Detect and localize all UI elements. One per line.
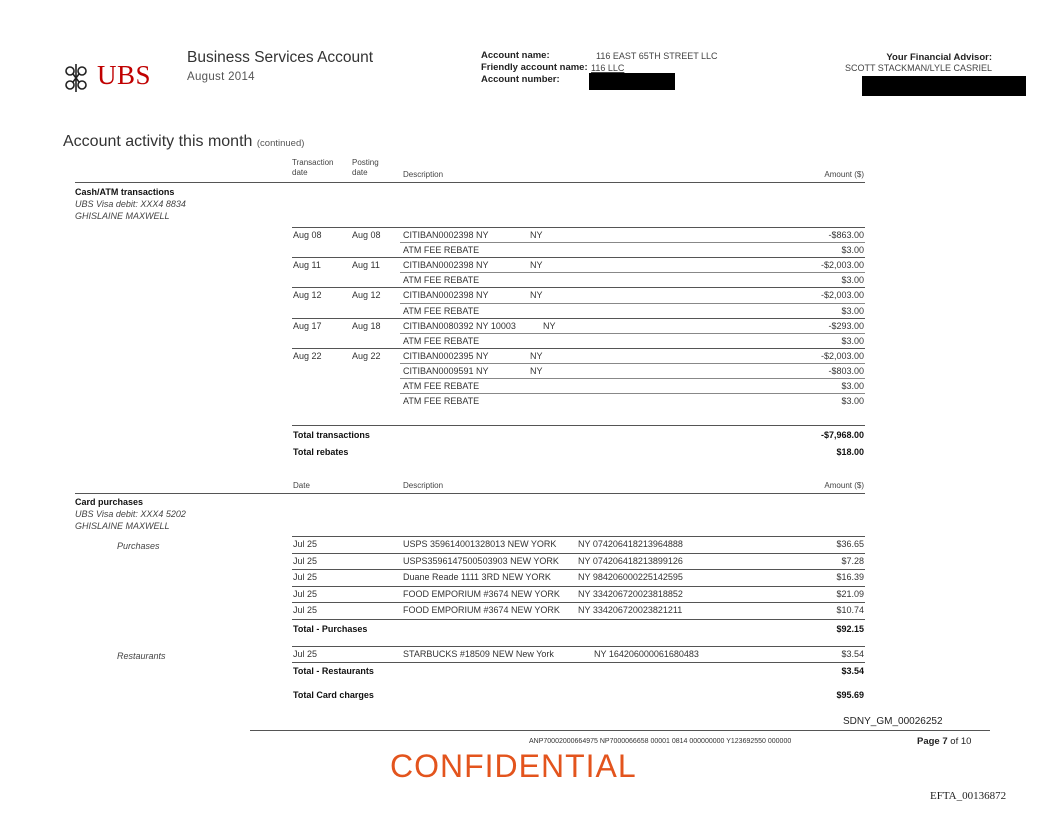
cash-row-location: NY — [530, 260, 543, 270]
purchase-row-amount: $10.74 — [836, 605, 864, 615]
restaurants-label: Restaurants — [117, 651, 166, 661]
restaurant-row-reference: NY 164206000061680483 — [594, 649, 699, 659]
cash-row-amount: -$803.00 — [828, 366, 864, 376]
account-number-label: Account number: — [481, 74, 560, 85]
cash-row-location: NY — [530, 366, 543, 376]
page-of: of — [950, 736, 959, 747]
row-divider — [292, 287, 865, 288]
footer-divider — [250, 730, 990, 731]
section-title-text: Account activity this month — [63, 133, 253, 150]
cash-row-location: NY — [543, 321, 556, 331]
purchase-row-divider — [292, 602, 865, 603]
total-rebates-label: Total rebates — [293, 447, 349, 457]
purchase-row-reference: NY 334206720023818852 — [578, 589, 683, 599]
row-divider — [400, 303, 865, 304]
purchase-row-divider — [292, 586, 865, 587]
row-divider — [292, 227, 865, 228]
ubs-keys-logo-icon — [60, 62, 92, 94]
purchase-total-divider — [292, 619, 865, 620]
cash-row-amount: $3.00 — [841, 336, 864, 346]
cash-atm-holder: GHISLAINE MAXWELL — [75, 211, 170, 221]
cash-row-location: NY — [530, 351, 543, 361]
section-title — [63, 133, 304, 151]
ubs-logo-text: UBS — [97, 60, 152, 90]
total-transactions-value: -$7,968.00 — [820, 430, 864, 440]
row-divider — [292, 318, 865, 319]
purchase-row-divider — [292, 553, 865, 554]
purchase-row-date: Jul 25 — [293, 556, 318, 566]
statement-month: August 2014 — [187, 71, 255, 83]
cash-row-description: CITIBAN0002398 NY — [403, 230, 489, 240]
purchase-row-description: Duane Reade 1111 3RD NEW YORK — [403, 572, 551, 582]
restaurant-row-amount: $3.54 — [841, 649, 864, 659]
page-label: Page — [917, 736, 940, 747]
total-purchases-value: $92.15 — [836, 624, 864, 634]
cash-row-posting-date: Aug 11 — [352, 260, 380, 270]
confidential-stamp: CONFIDENTIAL — [390, 748, 637, 784]
cash-row-description: ATM FEE REBATE — [403, 381, 480, 391]
card-purchases-holder: GHISLAINE MAXWELL — [75, 521, 170, 531]
page-total: 10 — [960, 736, 972, 747]
advisor-label: Your Financial Advisor: — [886, 52, 992, 63]
total-card-charges-label: Total Card charges — [293, 690, 374, 700]
purchases-label: Purchases — [117, 541, 160, 551]
purchase-row-date: Jul 25 — [293, 589, 318, 599]
purchase-row-description: FOOD EMPORIUM #3674 NEW YORK — [403, 589, 560, 599]
row-divider — [292, 257, 865, 258]
purchase-row-date: Jul 25 — [293, 572, 318, 582]
row-divider — [292, 348, 865, 349]
restaurant-row-date: Jul 25 — [293, 649, 318, 659]
cash-row-description: CITIBAN0002398 NY — [403, 260, 489, 270]
cash-row-amount: -$293.00 — [828, 321, 864, 331]
cash-row-amount: -$2,003.00 — [820, 290, 864, 300]
advisor-redaction — [862, 76, 1026, 96]
cash-row-description: ATM FEE REBATE — [403, 245, 480, 255]
bates-number: SDNY_GM_00026252 — [843, 716, 943, 727]
restaurant-row-description: STARBUCKS #18509 NEW New York — [403, 649, 554, 659]
cash-row-amount: -$2,003.00 — [820, 351, 864, 361]
efta-number: EFTA_00136872 — [930, 790, 1007, 802]
total-transactions-label: Total transactions — [293, 430, 370, 440]
friendly-name-label: Friendly account name: — [481, 62, 588, 73]
total-card-charges-value: $95.69 — [836, 690, 864, 700]
header-divider — [75, 182, 865, 183]
cash-row-description: CITIBAN0002398 NY — [403, 290, 489, 300]
purchase-row-reference: NY 984206000225142595 — [578, 572, 683, 582]
cash-row-posting-date: Aug 08 — [352, 230, 381, 240]
friendly-name-value: 116 LLC — [591, 63, 625, 73]
col-description-2: Description — [403, 481, 444, 490]
col-transaction-date: Transaction date — [292, 158, 334, 177]
total-purchases-label: Total - Purchases — [293, 624, 368, 634]
advisor-names: SCOTT STACKMAN/LYLE CASRIEL — [844, 63, 992, 73]
totals-divider — [292, 425, 865, 426]
cash-row-posting-date: Aug 12 — [352, 290, 381, 300]
purchase-row-amount: $16.39 — [836, 572, 864, 582]
cash-row-txn-date: Aug 08 — [293, 230, 322, 240]
account-type-title: Business Services Account — [187, 49, 374, 66]
total-rebates-value: $18.00 — [836, 447, 864, 457]
header-divider-2 — [75, 493, 865, 494]
row-divider — [400, 393, 865, 394]
cash-row-description: ATM FEE REBATE — [403, 396, 480, 406]
purchase-row-reference: NY 074206418213899126 — [578, 556, 683, 566]
card-purchases-title: Card purchases — [75, 497, 144, 507]
row-divider — [400, 363, 865, 364]
cash-row-description: ATM FEE REBATE — [403, 336, 480, 346]
purchase-row-reference: NY 074206418213964888 — [578, 539, 683, 549]
total-restaurants-value: $3.54 — [841, 666, 864, 676]
cash-row-amount: $3.00 — [841, 245, 864, 255]
cash-row-description: CITIBAN0080392 NY 10003 — [403, 321, 516, 331]
purchase-row-amount: $36.65 — [836, 539, 864, 549]
cash-row-amount: -$2,003.00 — [820, 260, 864, 270]
col-description: Description — [403, 170, 444, 179]
cash-row-location: NY — [530, 230, 543, 240]
row-divider — [400, 333, 865, 334]
cash-row-txn-date: Aug 11 — [293, 260, 321, 270]
account-name-value: 116 EAST 65TH STREET LLC — [596, 51, 718, 61]
cash-row-amount: $3.00 — [841, 381, 864, 391]
page-indicator — [917, 736, 971, 747]
purchase-row-description: FOOD EMPORIUM #3674 NEW YORK — [403, 605, 560, 615]
statement-code: ANP70002000664975 NP7000066658 00001 0814 000000000 Y123692550 000000 — [529, 738, 792, 745]
purchase-row-description: USPS3596147500503903 NEW YORK — [403, 556, 559, 566]
cash-row-posting-date: Aug 22 — [352, 351, 381, 361]
purchase-row-amount: $7.28 — [841, 556, 864, 566]
cash-row-txn-date: Aug 12 — [293, 290, 322, 300]
card-purchases-card: UBS Visa debit: XXX4 5202 — [75, 509, 186, 519]
purchase-row-divider — [292, 569, 865, 570]
restaurant-total-divider — [292, 662, 865, 663]
cash-row-amount: $3.00 — [841, 275, 864, 285]
purchase-row-description: USPS 359614001328013 NEW YORK — [403, 539, 557, 549]
continued-note: (continued) — [256, 138, 305, 149]
cash-row-location: NY — [530, 290, 543, 300]
cash-row-description: CITIBAN0009591 NY — [403, 366, 489, 376]
row-divider — [400, 242, 865, 243]
total-restaurants-label: Total - Restaurants — [293, 666, 374, 676]
purchase-row-divider — [292, 536, 865, 537]
cash-row-amount: $3.00 — [841, 306, 864, 316]
cash-row-description: CITIBAN0002395 NY — [403, 351, 489, 361]
cash-atm-title: Cash/ATM transactions — [75, 187, 175, 197]
cash-row-amount: -$863.00 — [828, 230, 864, 240]
purchase-row-date: Jul 25 — [293, 605, 318, 615]
col-date: Date — [293, 481, 310, 490]
account-name-label: Account name: — [481, 50, 550, 61]
col-amount-2: Amount ($) — [824, 481, 864, 490]
purchase-row-date: Jul 25 — [293, 539, 318, 549]
page-number: 7 — [942, 736, 948, 747]
col-amount: Amount ($) — [824, 170, 864, 179]
cash-row-posting-date: Aug 18 — [352, 321, 381, 331]
row-divider — [400, 378, 865, 379]
col-posting-date: Posting date — [352, 158, 379, 177]
account-number-redaction — [589, 73, 675, 90]
cash-row-description: ATM FEE REBATE — [403, 275, 480, 285]
cash-row-txn-date: Aug 17 — [293, 321, 322, 331]
row-divider — [400, 272, 865, 273]
purchase-row-reference: NY 334206720023821211 — [578, 605, 683, 615]
cash-row-amount: $3.00 — [841, 396, 864, 406]
cash-atm-card: UBS Visa debit: XXX4 8834 — [75, 199, 186, 209]
cash-row-txn-date: Aug 22 — [293, 351, 322, 361]
restaurant-row-divider — [292, 646, 865, 647]
cash-row-description: ATM FEE REBATE — [403, 306, 480, 316]
purchase-row-amount: $21.09 — [836, 589, 864, 599]
